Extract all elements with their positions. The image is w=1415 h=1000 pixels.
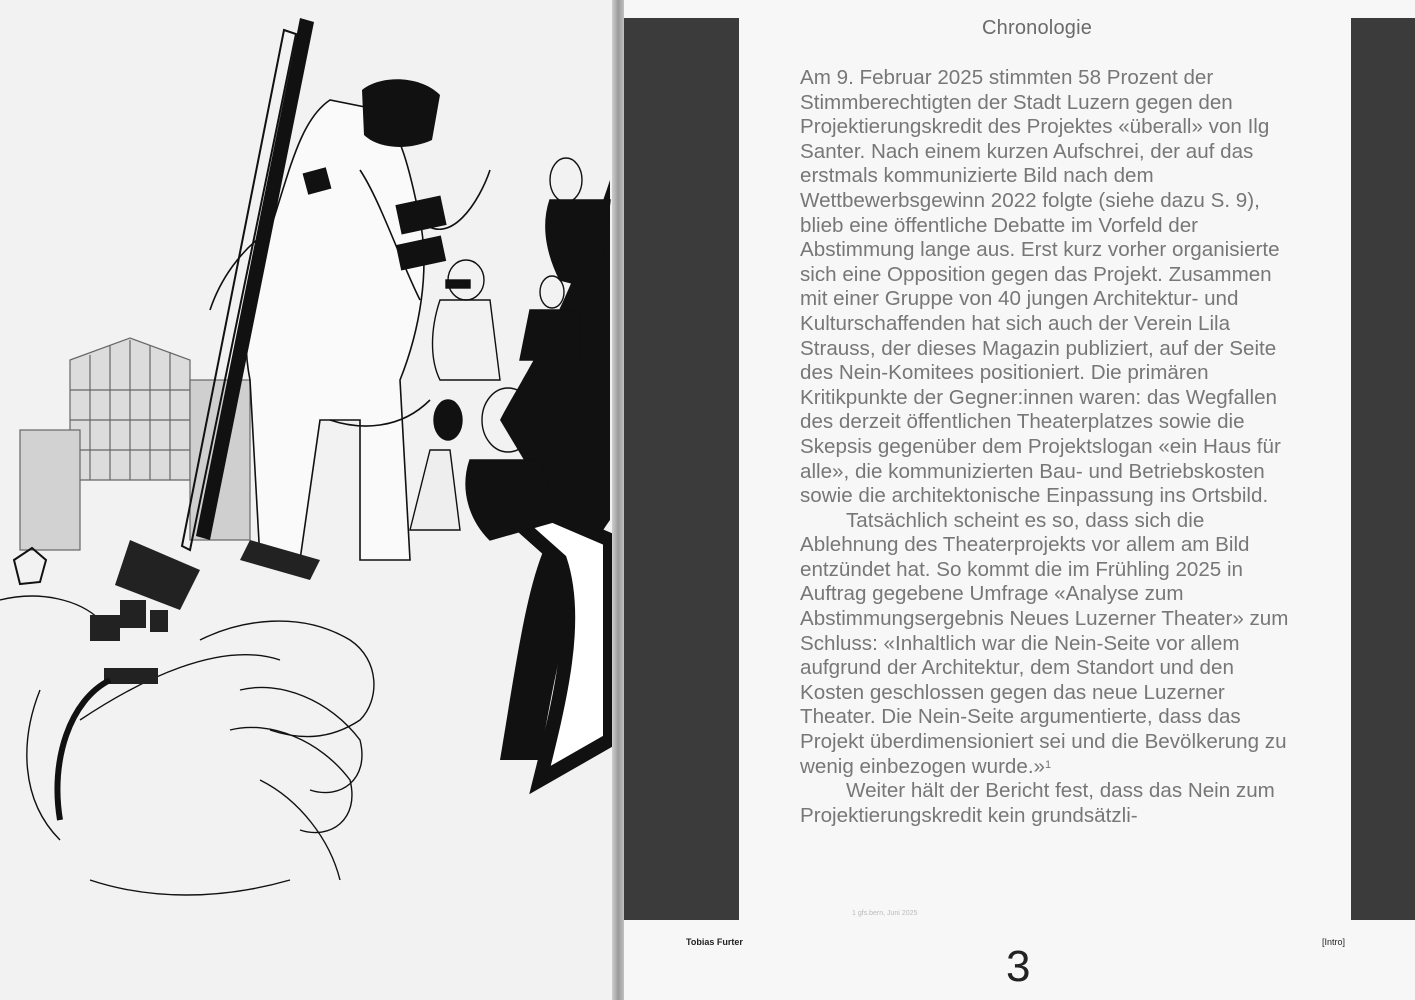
hands bbox=[0, 596, 374, 895]
section-title: Chronologie bbox=[982, 17, 1093, 39]
illustration-page bbox=[0, 0, 620, 1000]
paragraph: Weiter hält der Bericht fest, dass das Nein zum Projektierungskredit kein grundsätzli- bbox=[800, 779, 1275, 827]
section-tag: [Intro] bbox=[1322, 937, 1346, 947]
paragraph-text: Tatsächlich scheint es so, dass sich die Ablehnung des Theaterprojekts vor allem am Bild entzündet hat. So kommt die im Frühling 2025 in Auftrag gegebene Umfrage «Analyse zum Abstimmungsergebnis Neues Luzerner Theater» zum Schluss: «Inhaltlich war die Nein-Seite vor allem aufgrund der Architektur, dem Standort und den Kosten geschlossen gegen das neue Luzerner Theater. Die Nein-Seite argumentierte, dass das Projekt überdimensioniert sei und die Bevölkerung zu wenig einbezogen wurde.» bbox=[800, 508, 1289, 778]
right-margin-bar bbox=[1351, 18, 1415, 920]
body-text bbox=[800, 66, 1298, 828]
gem-shape bbox=[14, 548, 46, 584]
footnote: 1 gfs.bern, Juni 2025 bbox=[852, 910, 918, 917]
footnote-reference: 1 bbox=[1045, 758, 1052, 771]
worker-cap bbox=[362, 79, 440, 147]
street-sweeper-illustration bbox=[0, 0, 620, 1000]
miniature-houses bbox=[90, 600, 168, 684]
paragraph bbox=[800, 509, 1298, 780]
cable bbox=[57, 680, 110, 820]
author-name: Tobias Furter bbox=[686, 937, 743, 947]
left-margin-bar bbox=[624, 18, 739, 920]
paragraph: Am 9. Februar 2025 stimmten 58 Prozent der Stimmberechtigten der Stadt Luzern gegen den Projektierungskredit des Projektes «überall» von Ilg Santer. Nach einem kurzen Aufschrei, der auf das erstmals kommunizierte Bild nach dem Wettbewerbsgewinn 2022 folgte (siehe dazu S. 9), blieb eine öffentliche Debatte im Vorfeld der Abstimmung lange aus. Erst kurz vorher organisierte sich eine Opposition gegen das Projekt. Zusammen mit einer Gruppe von 40 jungen Architektur- und Kulturschaffenden hat sich auch der Verein Lila Strauss, der dieses Magazin publiziert, auf der Seite des Nein-Komitees positioniert. Die primären Kritikpunkte der Gegner:innen waren: das Wegfallen des derzeit öffentlichen Theaterplatzes sowie die Skepsis gegenüber dem Projektslogan «ein Haus für alle», die kommunizierten Bau- und Betriebskosten sowie die architektonische Einpassung ins Ortsbild. bbox=[800, 66, 1281, 508]
page-number: 3 bbox=[1006, 942, 1031, 991]
